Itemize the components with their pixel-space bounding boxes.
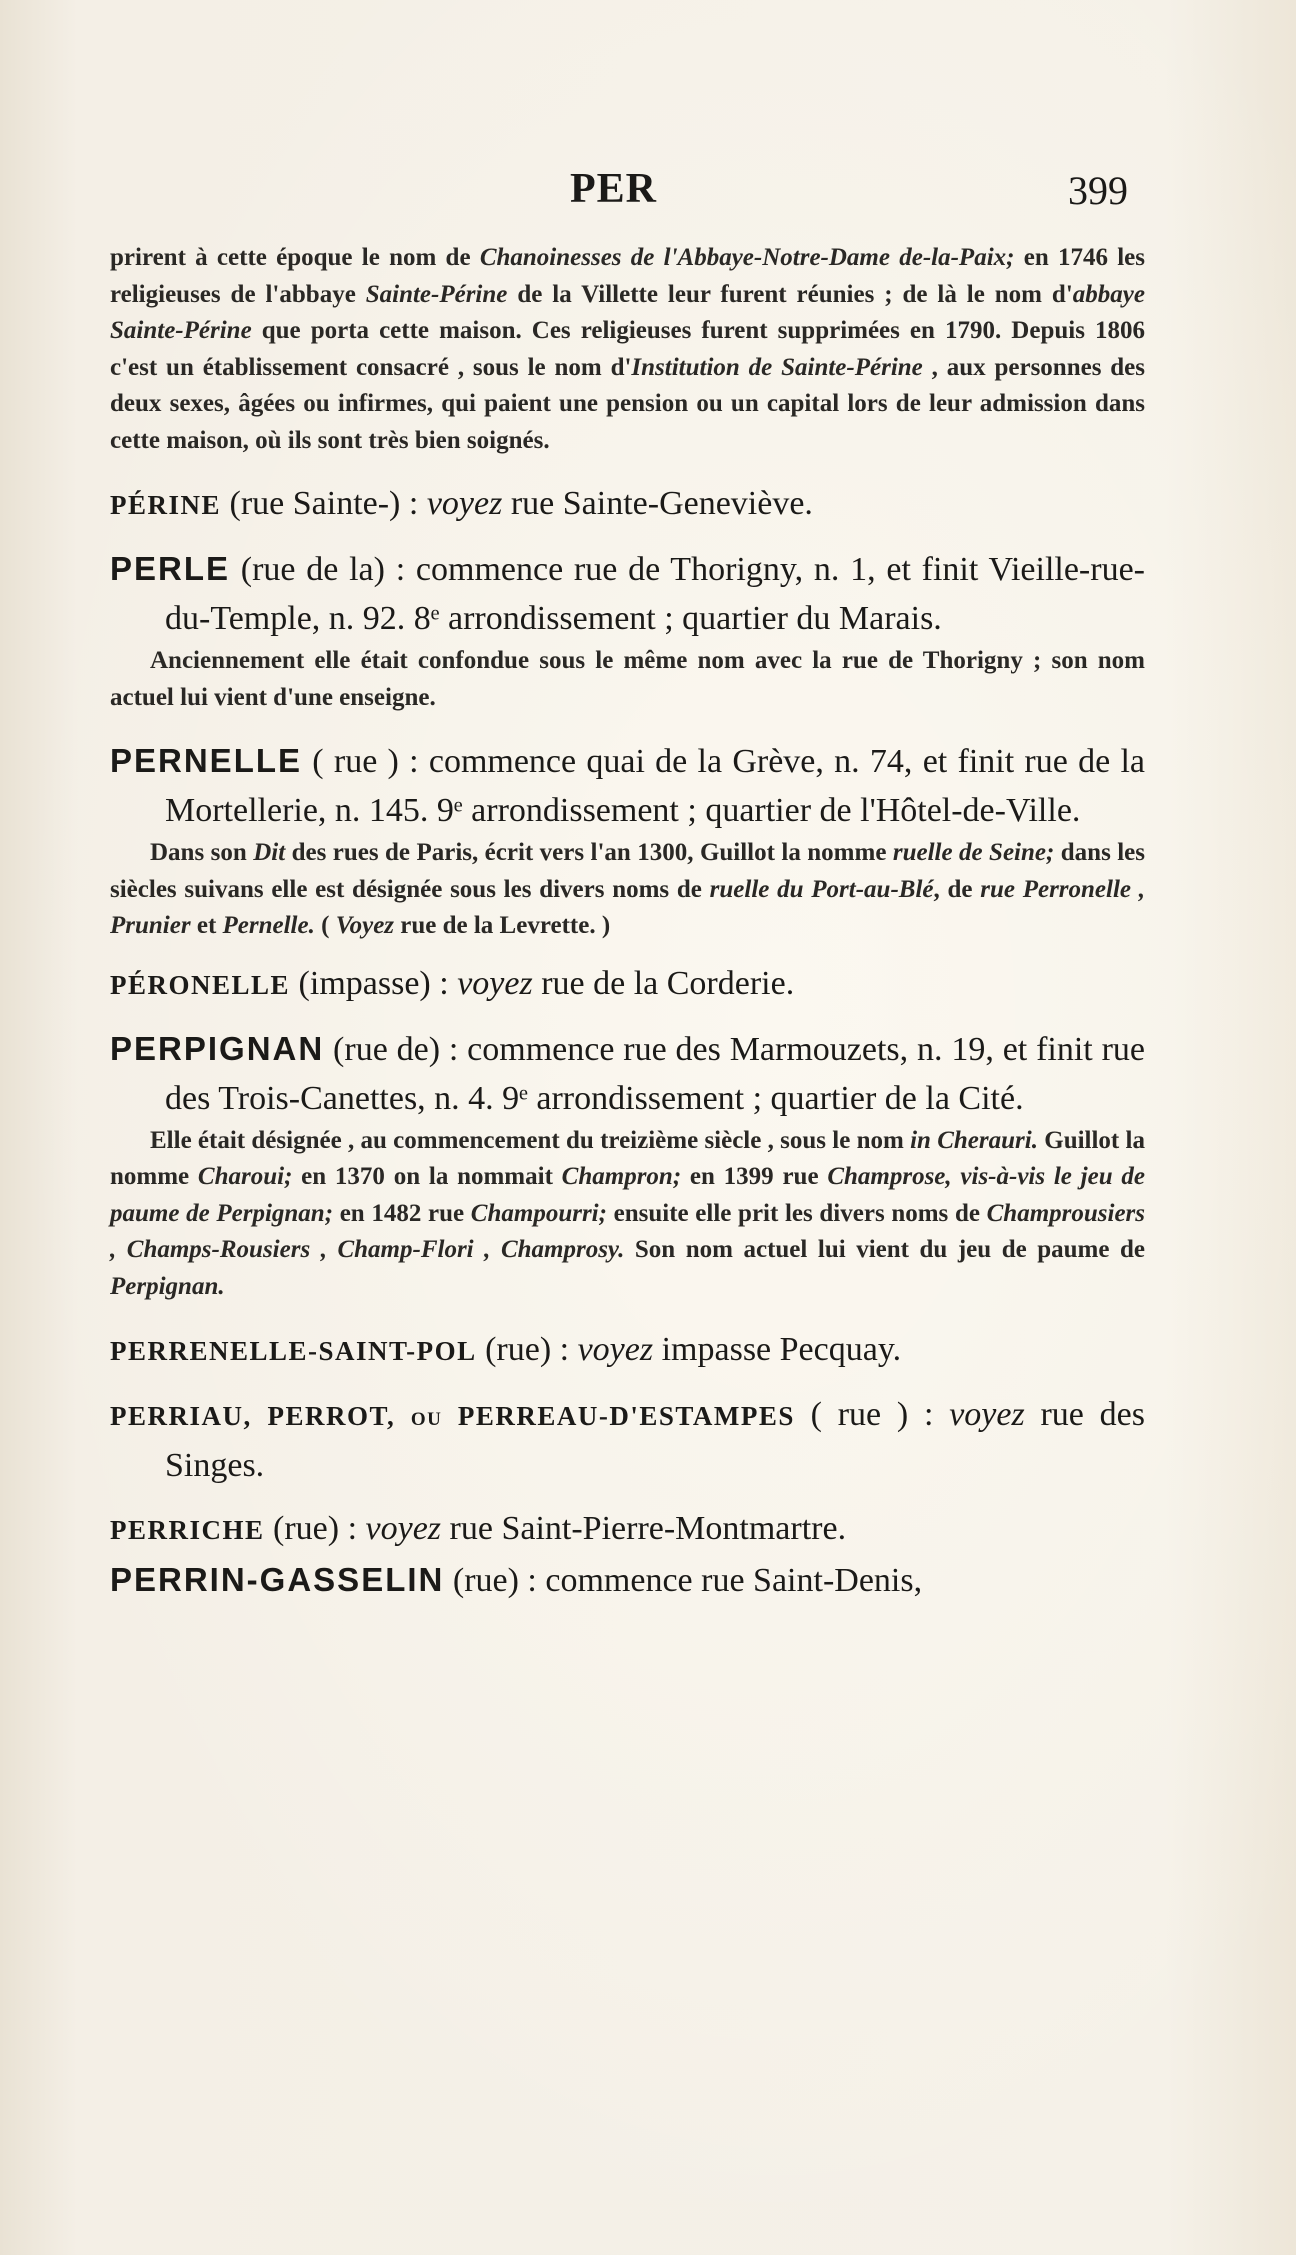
entry-perrenelle-text-2: impasse Pecquay. bbox=[653, 1331, 902, 1368]
perpignan-note-text-7: Son nom actuel lui vient du jeu de paume de bbox=[624, 1236, 1145, 1263]
pernelle-note-text-7: rue de la Levrette. ) bbox=[394, 912, 611, 939]
pernelle-note-text-2: des rues de Paris, écrit vers l'an 1300, Guillot la nomme bbox=[285, 839, 893, 866]
entry-perpignan-text: (rue de) : commence rue des Marmouzets, n. 19, et finit rue des Trois-Canettes, n. 4. 9ᵉ arrondissement ; quartier de la Cité. bbox=[165, 1030, 1145, 1117]
perpignan-note-italic-6: Champrousiers , Champs-Rousiers , Champ-Flori , Champrosy. bbox=[110, 1199, 1146, 1263]
entry-perle-text: (rue de la) : commence rue de Thorigny, n. 1, et finit Vieille-rue-du-Temple, n. 92. 8ᵉ arrondissement ; quartier du Marais. bbox=[165, 551, 1145, 637]
perpignan-note-italic-4: Champrose, vis-à-vis le jeu de paume de Perpignan; bbox=[110, 1163, 1145, 1227]
intro-text-2: en 1746 les religieuses de l'abbaye bbox=[110, 244, 1146, 308]
page-body bbox=[110, 240, 1145, 1605]
pernelle-note-text-3: dans les siècles suivans elle est désignée sous les divers noms de bbox=[110, 839, 1146, 903]
intro-italic-4: Institution de Sainte-Périne bbox=[631, 353, 923, 381]
perpignan-note-italic-2: Charoui; bbox=[197, 1163, 293, 1190]
entry-perpignan bbox=[110, 1024, 1145, 1123]
entry-peronelle-text-1: (impasse) : bbox=[290, 964, 458, 1002]
entry-perriau-ou: ou bbox=[395, 1401, 458, 1431]
entry-perrenelle bbox=[110, 1325, 1145, 1376]
perpignan-note-text-2: Guillot la nomme bbox=[110, 1126, 1145, 1190]
entry-perriche-voyez: voyez bbox=[365, 1510, 442, 1547]
entry-perrenelle-voyez: voyez bbox=[577, 1331, 654, 1368]
intro-italic-2: Sainte-Périne bbox=[365, 280, 508, 308]
entry-perle-note: Anciennement elle était confondue sous le même nom avec la rue de Thorigny ; son nom actuel lui vient d'une enseigne. bbox=[110, 647, 1145, 711]
intro-text-5: , aux personnes des deux sexes, âgées ou infirmes, qui paient une pension ou un capital lors de leur admission dans cette maison, où ils sont très bien soignés. bbox=[110, 353, 1145, 454]
entry-perriau-text-2: rue des Singes. bbox=[165, 1396, 1145, 1484]
running-head bbox=[0, 165, 1296, 225]
entry-perriau-voyez: voyez bbox=[949, 1396, 1025, 1433]
intro-paragraph bbox=[110, 240, 1145, 459]
entry-perriau-name-1: PERRIAU, bbox=[110, 1401, 252, 1431]
entry-pernelle-text: ( rue ) : commence quai de la Grève, n. 74, et finit rue de la Mortellerie, n. 145. 9ᵉ arrondissement ; quartier de l'Hôtel-de-Ville. bbox=[165, 743, 1145, 829]
entry-perine-text-2: rue Sainte-Geneviève. bbox=[502, 485, 813, 522]
entry-perriau-name-2: PERROT, bbox=[267, 1401, 396, 1431]
pernelle-note-italic-2: ruelle de Seine; bbox=[892, 839, 1055, 866]
entry-peronelle-name: PÉRONELLE bbox=[110, 969, 291, 1000]
entry-perine-text-1: (rue Sainte-) : bbox=[221, 485, 427, 522]
entry-perrenelle-name: PERRENELLE-SAINT-POL bbox=[110, 1336, 477, 1366]
entry-perrin-gasselin bbox=[110, 1555, 1145, 1605]
entry-perriche bbox=[110, 1504, 1145, 1555]
pernelle-note-text-5: et bbox=[190, 912, 223, 939]
entry-peronelle-voyez: voyez bbox=[457, 964, 533, 1002]
page-number: 399 bbox=[1068, 168, 1128, 213]
perpignan-note-italic-3: Champron; bbox=[561, 1163, 682, 1190]
intro-italic-3: abbaye Sainte-Périne bbox=[110, 280, 1145, 344]
perpignan-note-italic-7: Perpignan. bbox=[110, 1272, 225, 1300]
pernelle-note-text-6: ( bbox=[314, 912, 336, 939]
perpignan-note-text-1: Elle était désignée , au commencement du treizième siècle , sous le nom bbox=[150, 1126, 911, 1154]
pernelle-note-italic-4: rue Perronelle , Prunier bbox=[110, 875, 1146, 939]
entry-perriche-name: PERRICHE bbox=[110, 1515, 265, 1545]
entry-pernelle bbox=[110, 736, 1145, 835]
pernelle-note-italic-3: ruelle du Port-au-Blé bbox=[709, 875, 934, 903]
entry-perine bbox=[110, 479, 1145, 530]
entry-perriche-text-1: (rue) : bbox=[264, 1510, 366, 1547]
entry-perriau-name-3: PERREAU-D'ESTAMPES bbox=[457, 1401, 795, 1431]
intro-text-4: que porta cette maison. Ces religieuses furent supprimées en 1790. Depuis 1806 c'est un établissement consacré , sous le nom d' bbox=[110, 317, 1145, 381]
entry-perle-name: PERLE bbox=[110, 550, 231, 587]
entry-perpignan-name: PERPIGNAN bbox=[110, 1029, 325, 1067]
page-header-title: PER bbox=[570, 166, 657, 212]
perpignan-note-italic-5: Champourri; bbox=[470, 1199, 607, 1227]
perpignan-note-text-5: en 1482 rue bbox=[333, 1199, 471, 1227]
entry-perrin-gasselin-text: (rue) : commence rue Saint-Denis, bbox=[444, 1562, 923, 1599]
intro-text-1: prirent à cette époque le nom de bbox=[110, 244, 480, 271]
entry-pernelle-note bbox=[110, 835, 1145, 945]
entry-perine-voyez: voyez bbox=[426, 485, 503, 522]
perpignan-note-text-3: en 1370 on la nommait bbox=[292, 1163, 562, 1190]
intro-italic-1: Chanoinesses de l'Abbaye-Notre-Dame de-la-Paix; bbox=[479, 244, 1015, 271]
entry-perriau bbox=[110, 1390, 1145, 1490]
perpignan-note-italic-1: in Cherauri. bbox=[910, 1126, 1038, 1154]
entry-perine-name: PÉRINE bbox=[110, 490, 222, 520]
perpignan-note-text-4: en 1399 rue bbox=[681, 1163, 828, 1190]
entry-peronelle bbox=[110, 959, 1145, 1010]
entry-perrenelle-text-1: (rue) : bbox=[476, 1331, 578, 1368]
entry-perpignan-note bbox=[110, 1123, 1145, 1306]
pernelle-note-italic-6: Voyez bbox=[335, 912, 395, 939]
pernelle-note-italic-5: Pernelle. bbox=[222, 912, 315, 939]
intro-text-3: de la Villette leur furent réunies ; de là le nom d' bbox=[507, 280, 1073, 308]
entry-perriche-text-2: rue Saint-Pierre-Montmartre. bbox=[441, 1510, 847, 1547]
pernelle-note-italic-1: Dit bbox=[253, 839, 286, 866]
entry-perriau-text-1: ( rue ) : bbox=[794, 1396, 950, 1433]
perpignan-note-text-6: ensuite elle prit les divers noms de bbox=[606, 1199, 987, 1227]
pernelle-note-text-4: , de bbox=[933, 875, 981, 903]
entry-peronelle-text-2: rue de la Corderie. bbox=[532, 964, 795, 1002]
pernelle-note-text-1: Dans son bbox=[150, 839, 254, 866]
entry-perle bbox=[110, 544, 1145, 643]
entry-pernelle-name: PERNELLE bbox=[110, 742, 303, 779]
entry-perrin-gasselin-name: PERRIN-GASSELIN bbox=[110, 1561, 445, 1598]
